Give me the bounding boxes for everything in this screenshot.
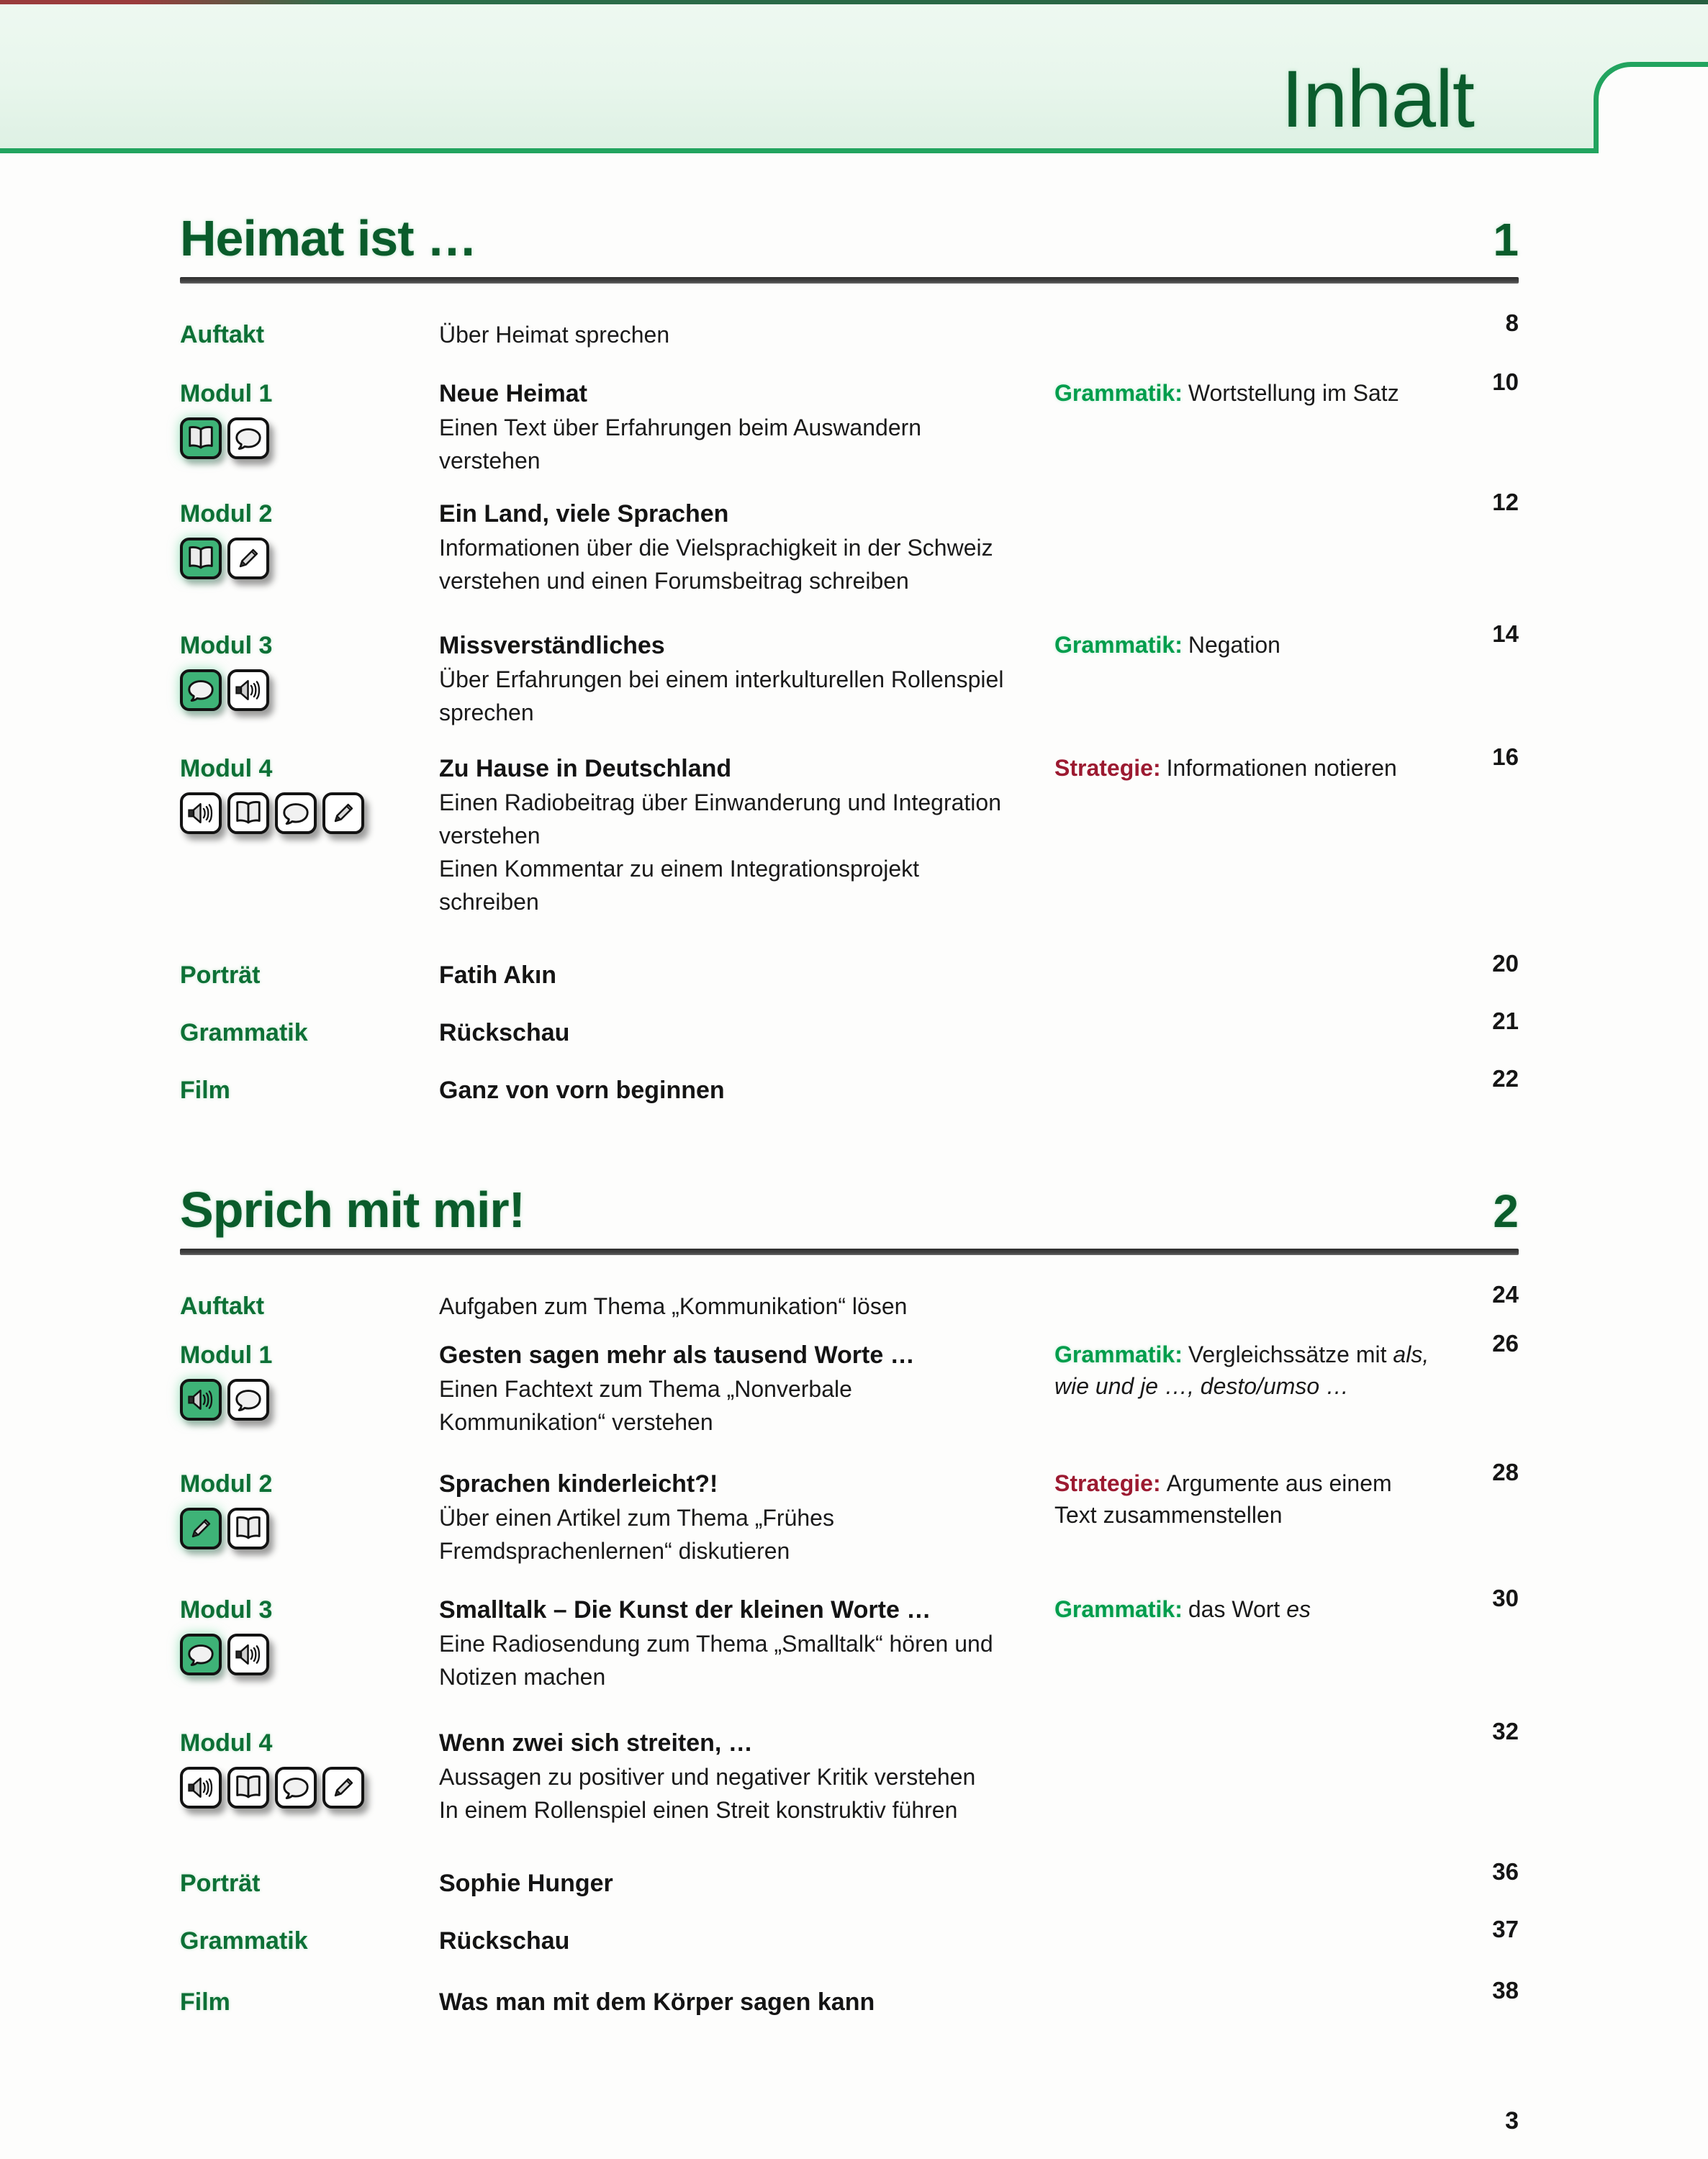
speech-bubble-icon bbox=[227, 417, 269, 459]
row-label: Modul 4 bbox=[180, 755, 273, 782]
row-desc: Aussagen zu positiver und negativer Kritik verstehen bbox=[439, 1764, 976, 1790]
row-label: Auftakt bbox=[180, 1293, 265, 1320]
chapter-section-2 bbox=[180, 1177, 1519, 2019]
skill-icons bbox=[180, 538, 439, 579]
note-text: Argumente aus einem Text zusammenstellen bbox=[1054, 1470, 1392, 1528]
row-page-number: 28 bbox=[1492, 1459, 1519, 1485]
row-label: Film bbox=[180, 1988, 230, 2016]
toc-row-auftakt bbox=[180, 1281, 1519, 1323]
toc-row-film bbox=[180, 1065, 1519, 1108]
speech-bubble-icon bbox=[180, 669, 222, 711]
note-italic-text: als, wie und je …, desto/umso … bbox=[1054, 1341, 1429, 1399]
row-label: Modul 4 bbox=[180, 1729, 273, 1757]
skill-icons bbox=[180, 1508, 439, 1549]
tab-curve bbox=[1594, 62, 1708, 153]
row-desc: In einem Rollenspiel einen Streit konstruktiv führen bbox=[439, 1797, 958, 1823]
chapter-number: 2 bbox=[1493, 1185, 1519, 1237]
pencil-icon bbox=[322, 1767, 364, 1809]
row-label: Grammatik bbox=[180, 1019, 308, 1046]
chapter-title: Heimat ist … bbox=[180, 210, 476, 266]
pencil-icon bbox=[227, 538, 269, 579]
row-label: Modul 2 bbox=[180, 500, 273, 528]
note-keyword: Grammatik: bbox=[1054, 1341, 1183, 1367]
skill-icons bbox=[180, 669, 439, 711]
row-title: Rückschau bbox=[439, 1927, 570, 1955]
toc-row-modul-4 bbox=[180, 743, 1519, 918]
row-page-number: 38 bbox=[1492, 1977, 1519, 2004]
row-page-number: 26 bbox=[1492, 1330, 1519, 1357]
row-title: Ganz von vorn beginnen bbox=[439, 1077, 725, 1104]
toc-row-modul-2 bbox=[180, 489, 1519, 597]
note-italic-text: es bbox=[1286, 1596, 1311, 1622]
skill-icons bbox=[180, 1634, 439, 1675]
row-title: Rückschau bbox=[439, 1019, 570, 1046]
row-desc: Über Erfahrungen bei einem interkulturellen Rollenspiel sprechen bbox=[439, 666, 1004, 725]
speaker-icon bbox=[180, 792, 222, 834]
speech-bubble-icon bbox=[275, 1767, 317, 1809]
chapter-rule bbox=[180, 1249, 1519, 1255]
toc-row-film bbox=[180, 1977, 1519, 2019]
row-page-number: 10 bbox=[1492, 368, 1519, 395]
row-label: Porträt bbox=[180, 961, 261, 989]
toc-row-grammatik bbox=[180, 1008, 1519, 1050]
speech-bubble-icon bbox=[180, 1634, 222, 1675]
row-page-number: 24 bbox=[1492, 1281, 1519, 1308]
page-top-edge bbox=[0, 0, 1708, 4]
speech-bubble-icon bbox=[227, 1379, 269, 1421]
row-desc: Informationen über die Vielsprachigkeit in der Schweiz verstehen und einen Forumsbeitrag schreiben bbox=[439, 535, 993, 594]
book-icon bbox=[227, 792, 269, 834]
row-desc: Über Heimat sprechen bbox=[439, 322, 670, 348]
row-desc: Eine Radiosendung zum Thema „Smalltalk“ hören und Notizen machen bbox=[439, 1631, 993, 1690]
toc-row-modul-2 bbox=[180, 1459, 1519, 1567]
footer-page-number: 3 bbox=[1505, 2107, 1519, 2135]
row-desc: Einen Radiobeitrag über Einwanderung und Integration verstehen bbox=[439, 789, 1001, 848]
row-page-number: 30 bbox=[1492, 1585, 1519, 1611]
note-text: Vergleichssätze mit bbox=[1188, 1341, 1387, 1367]
note-keyword: Grammatik: bbox=[1054, 1596, 1183, 1622]
toc-row-modul-1 bbox=[180, 1330, 1519, 1439]
row-title: Missverständliches bbox=[439, 632, 665, 659]
row-page-number: 36 bbox=[1492, 1858, 1519, 1885]
chapter-number: 1 bbox=[1493, 214, 1519, 266]
row-title: Zu Hause in Deutschland bbox=[439, 755, 732, 782]
row-label: Modul 1 bbox=[180, 380, 273, 407]
toc-row-modul-4 bbox=[180, 1718, 1519, 1827]
note-keyword: Grammatik: bbox=[1054, 380, 1183, 406]
row-page-number: 16 bbox=[1492, 743, 1519, 770]
speaker-icon bbox=[180, 1379, 222, 1421]
skill-icons bbox=[180, 792, 439, 834]
toc-row-portraet bbox=[180, 1858, 1519, 1901]
row-label: Grammatik bbox=[180, 1927, 308, 1955]
speaker-icon bbox=[227, 669, 269, 711]
row-title: Fatih Akın bbox=[439, 961, 557, 989]
row-desc: Einen Fachtext zum Thema „Nonverbale Kommunikation“ verstehen bbox=[439, 1376, 852, 1435]
note-text: Negation bbox=[1188, 632, 1280, 658]
row-page-number: 14 bbox=[1492, 620, 1519, 647]
row-page-number: 12 bbox=[1492, 489, 1519, 515]
row-label: Modul 3 bbox=[180, 632, 273, 659]
page-title: Inhalt bbox=[1281, 54, 1474, 144]
note-keyword: Grammatik: bbox=[1054, 632, 1183, 658]
toc-row-grammatik bbox=[180, 1916, 1519, 1958]
chapter-rule bbox=[180, 277, 1519, 284]
row-page-number: 21 bbox=[1492, 1008, 1519, 1034]
book-icon bbox=[227, 1508, 269, 1549]
row-desc: Über einen Artikel zum Thema „Frühes Fremdsprachenlernen“ diskutieren bbox=[439, 1505, 834, 1564]
book-icon bbox=[227, 1767, 269, 1809]
speaker-icon bbox=[180, 1767, 222, 1809]
row-title: Ein Land, viele Sprachen bbox=[439, 500, 729, 528]
row-page-number: 22 bbox=[1492, 1065, 1519, 1092]
row-title: Was man mit dem Körper sagen kann bbox=[439, 1988, 875, 2016]
toc-row-portraet bbox=[180, 950, 1519, 992]
book-icon bbox=[180, 417, 222, 459]
row-page-number: 8 bbox=[1505, 309, 1519, 336]
row-label: Modul 3 bbox=[180, 1596, 273, 1624]
row-title: Wenn zwei sich streiten, … bbox=[439, 1729, 753, 1757]
skill-icons bbox=[180, 1379, 439, 1421]
row-label: Auftakt bbox=[180, 321, 265, 348]
speech-bubble-icon bbox=[275, 792, 317, 834]
toc-row-modul-3 bbox=[180, 620, 1519, 729]
row-title: Smalltalk – Die Kunst der kleinen Worte … bbox=[439, 1596, 931, 1624]
chapter-title: Sprich mit mir! bbox=[180, 1182, 525, 1238]
row-label: Film bbox=[180, 1077, 230, 1104]
row-desc: Aufgaben zum Thema „Kommunikation“ lösen bbox=[439, 1293, 908, 1319]
row-title: Neue Heimat bbox=[439, 380, 587, 407]
skill-icons bbox=[180, 417, 439, 459]
row-title: Sprachen kinderleicht?! bbox=[439, 1470, 718, 1498]
note-text: Wortstellung im Satz bbox=[1188, 380, 1399, 406]
row-label: Porträt bbox=[180, 1870, 261, 1897]
note-text: Informationen notieren bbox=[1166, 755, 1397, 781]
book-icon bbox=[180, 538, 222, 579]
row-title: Sophie Hunger bbox=[439, 1870, 613, 1897]
row-label: Modul 2 bbox=[180, 1470, 273, 1498]
row-page-number: 37 bbox=[1492, 1916, 1519, 1942]
row-title: Gesten sagen mehr als tausend Worte … bbox=[439, 1341, 915, 1369]
toc-row-modul-1 bbox=[180, 368, 1519, 477]
chapter-section-1 bbox=[180, 206, 1519, 1108]
note-text: das Wort bbox=[1188, 1596, 1280, 1622]
note-keyword: Strategie: bbox=[1054, 755, 1161, 781]
pencil-icon bbox=[322, 792, 364, 834]
row-desc: Einen Kommentar zu einem Integrationsprojekt schreiben bbox=[439, 856, 920, 915]
header-band bbox=[0, 0, 1708, 153]
toc-row-modul-3 bbox=[180, 1585, 1519, 1693]
note-keyword: Strategie: bbox=[1054, 1470, 1161, 1496]
skill-icons bbox=[180, 1767, 439, 1809]
row-desc: Einen Text über Erfahrungen beim Auswandern verstehen bbox=[439, 415, 922, 474]
row-label: Modul 1 bbox=[180, 1341, 273, 1369]
row-page-number: 20 bbox=[1492, 950, 1519, 977]
toc-row-auftakt bbox=[180, 309, 1519, 351]
pencil-icon bbox=[180, 1508, 222, 1549]
row-page-number: 32 bbox=[1492, 1718, 1519, 1744]
speaker-icon bbox=[227, 1634, 269, 1675]
